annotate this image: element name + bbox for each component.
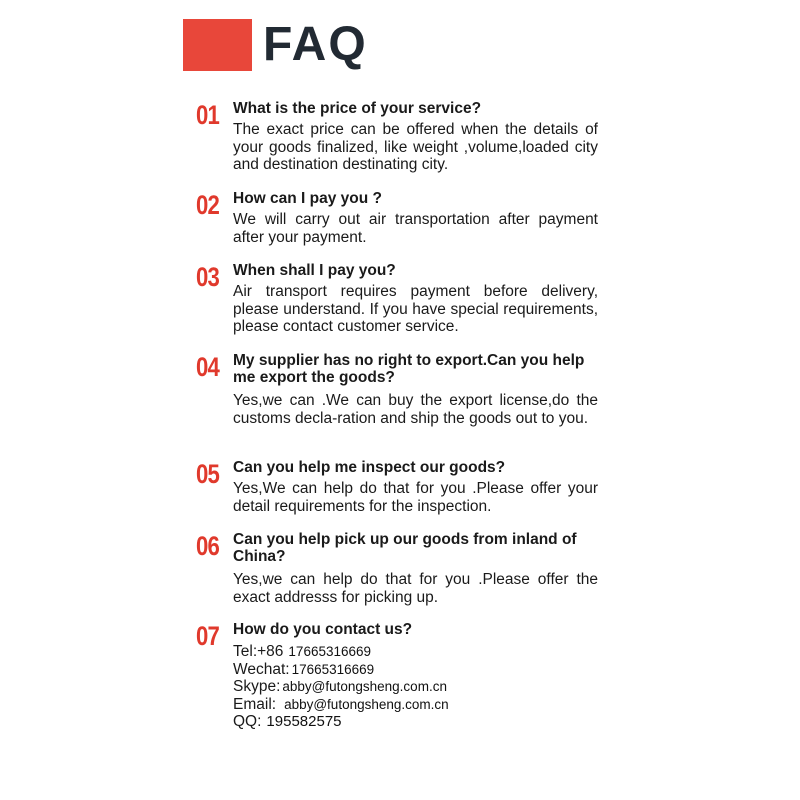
contact-row-tel: [233, 643, 598, 661]
contact-row-email: [233, 696, 598, 714]
header-accent-block: [183, 19, 252, 71]
faq-item-02: [196, 190, 606, 246]
contact-label-wechat: Wechat:: [233, 660, 290, 678]
contact-label-skype: Skype:: [233, 678, 281, 695]
contact-label-email: Email:: [233, 695, 277, 713]
faq-question: How do you contact us?: [233, 621, 413, 638]
faq-number: 07: [196, 621, 219, 651]
faq-number: 02: [196, 190, 219, 220]
page-title: FAQ: [263, 18, 368, 71]
faq-item-05: [196, 459, 606, 515]
faq-answer: We will carry out air transportation after payment after your payment.: [233, 211, 598, 246]
contact-value-wechat: 17665316669: [291, 661, 375, 677]
contact-value-qq: 195582575: [266, 713, 342, 730]
contact-label-tel: Tel:+86: [233, 643, 284, 660]
faq-answer: Yes,we can help do that for you .Please offer the exact addresss for picking up.: [233, 571, 598, 606]
faq-item-01: [196, 100, 606, 174]
contact-label-qq: QQ:: [233, 713, 262, 730]
faq-question: What is the price of your service?: [233, 100, 482, 117]
faq-question: When shall I pay you?: [233, 262, 396, 279]
contact-row-skype: [233, 678, 598, 696]
faq-item-04: [196, 352, 606, 427]
faq-question: My supplier has no right to export.Can you help me export the goods?: [233, 352, 585, 386]
faq-number: 01: [196, 100, 219, 130]
faq-item-03: [196, 262, 606, 336]
contact-row-qq: [233, 713, 598, 731]
faq-number: 06: [196, 531, 219, 561]
faq-number: 04: [196, 352, 219, 382]
faq-answer: Yes,We can help do that for you .Please offer your detail requirements for the inspection.: [233, 480, 598, 515]
contact-value-email: abby@futongsheng.com.cn: [284, 696, 449, 712]
faq-answer: Air transport requires payment before delivery, please understand. If you have special requirements, please contact customer service.: [233, 283, 598, 335]
faq-item-06: [196, 531, 606, 606]
faq-item-07: [196, 621, 606, 731]
faq-number: 03: [196, 262, 219, 292]
contact-row-wechat: [233, 661, 598, 679]
contact-value-skype: abby@futongsheng.com.cn: [282, 679, 447, 694]
faq-answer: The exact price can be offered when the details of your goods finalized, like weight ,volume,loaded city and destination destinating city.: [233, 121, 598, 173]
page-header: [183, 19, 368, 71]
faq-number: 05: [196, 459, 219, 489]
faq-question: Can you help me inspect our goods?: [233, 459, 506, 476]
contact-list: [233, 643, 598, 731]
contact-value-tel: 17665316669: [288, 644, 372, 659]
faq-question: How can I pay you ?: [233, 190, 382, 207]
faq-question: Can you help pick up our goods from inland of China?: [233, 531, 577, 565]
faq-answer: Yes,we can .We can buy the export license,do the customs decla-ration and ship the goods out to you.: [233, 392, 598, 427]
